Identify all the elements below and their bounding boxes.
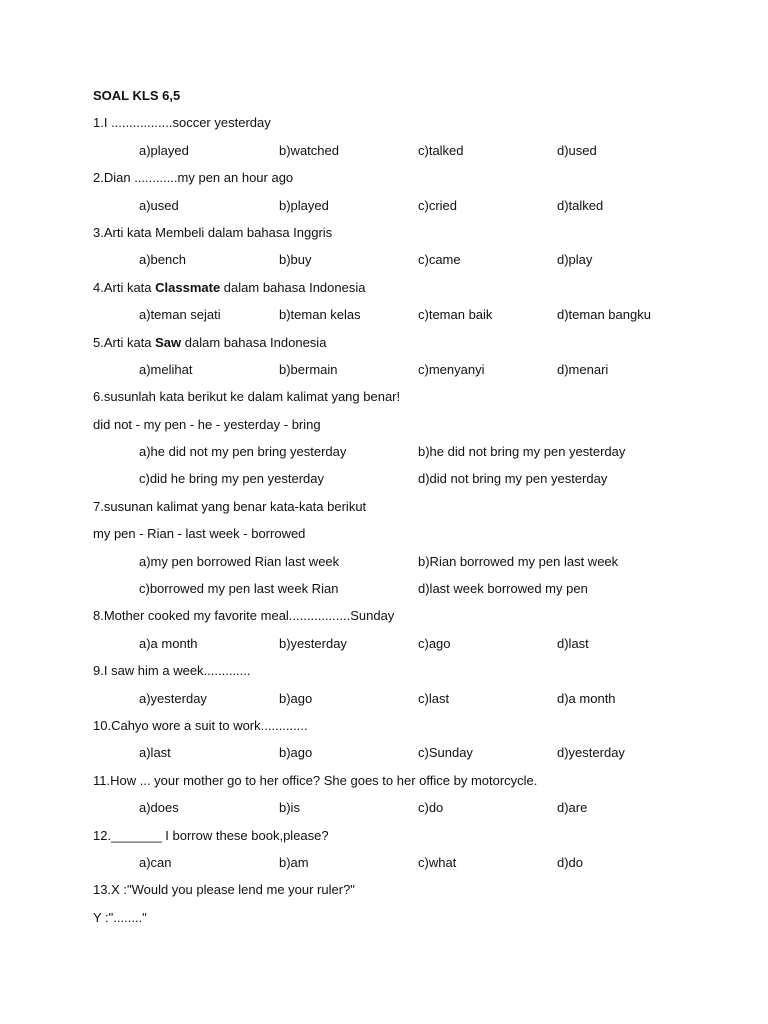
option-d: d)last week borrowed my pen bbox=[418, 581, 588, 597]
options-6-row-2 bbox=[93, 465, 733, 492]
option-c: c)do bbox=[418, 800, 444, 816]
option-c: c)came bbox=[418, 252, 461, 268]
options-2 bbox=[93, 192, 733, 219]
option-b: b)he did not bring my pen yesterday bbox=[418, 444, 626, 460]
option-d: d)teman bangku bbox=[557, 307, 651, 323]
option-c: c)cried bbox=[418, 197, 458, 213]
option-a: a)yesterday bbox=[139, 690, 207, 706]
option-a: a)played bbox=[139, 142, 189, 158]
question-9: 9.I saw him a week............. bbox=[93, 663, 251, 679]
option-c: c)last bbox=[418, 690, 450, 706]
option-d: d)are bbox=[557, 800, 588, 816]
options-8 bbox=[93, 630, 733, 657]
option-d: d)talked bbox=[557, 197, 604, 213]
option-a: a)teman sejati bbox=[139, 307, 221, 323]
page-title: SOAL KLS 6,5 bbox=[93, 88, 181, 103]
options-5 bbox=[93, 356, 733, 383]
option-a: a)he did not my pen bring yesterday bbox=[139, 444, 347, 460]
question-5-keyword: Saw bbox=[155, 334, 182, 350]
option-a: a)last bbox=[139, 745, 171, 761]
option-d: d)a month bbox=[557, 690, 616, 706]
question-5-pre: 5.Arti kata bbox=[93, 334, 156, 350]
option-c: c)Sunday bbox=[418, 745, 473, 761]
question-6: 6.susunlah kata berikut ke dalam kalimat yang benar! bbox=[93, 389, 401, 405]
option-c: c)menyanyi bbox=[418, 361, 485, 377]
option-b: b)Rian borrowed my pen last week bbox=[418, 553, 619, 569]
option-d: d)play bbox=[557, 252, 593, 268]
options-10 bbox=[93, 739, 733, 766]
option-c: c)ago bbox=[418, 635, 451, 651]
question-2: 2.Dian ............my pen an hour ago bbox=[93, 170, 294, 186]
option-b: b)yesterday bbox=[279, 635, 347, 651]
options-12 bbox=[93, 849, 733, 876]
document-page bbox=[93, 82, 733, 931]
question-8: 8.Mother cooked my favorite meal.................Sunday bbox=[93, 608, 395, 624]
option-d: d)used bbox=[557, 142, 597, 158]
question-5 bbox=[93, 329, 733, 356]
question-5-post: dalam bahasa Indonesia bbox=[181, 334, 327, 350]
option-d: d)do bbox=[557, 854, 584, 870]
option-b: b)teman kelas bbox=[279, 307, 361, 323]
option-b: b)is bbox=[279, 800, 300, 816]
question-11: 11.How ... your mother go to her office? She goes to her office by motorcycle. bbox=[93, 772, 538, 788]
options-3 bbox=[93, 246, 733, 273]
question-7: 7.susunan kalimat yang benar kata-kata berikut bbox=[93, 498, 367, 514]
question-3: 3.Arti kata Membeli dalam bahasa Inggris bbox=[93, 224, 333, 240]
question-1: 1.I .................soccer yesterday bbox=[93, 115, 271, 131]
question-6-words: did not - my pen - he - yesterday - bring bbox=[93, 416, 321, 432]
options-1 bbox=[93, 137, 733, 164]
option-b: b)buy bbox=[279, 252, 312, 268]
option-b: b)bermain bbox=[279, 361, 338, 377]
option-c: c)borrowed my pen last week Rian bbox=[139, 581, 339, 597]
question-10: 10.Cahyo wore a suit to work............. bbox=[93, 717, 308, 733]
option-d: d)yesterday bbox=[557, 745, 625, 761]
options-7-row-1 bbox=[93, 548, 733, 575]
question-4 bbox=[93, 274, 733, 301]
option-b: b)played bbox=[279, 197, 329, 213]
question-12: 12._______ I borrow these book,please? bbox=[93, 827, 329, 843]
option-d: d)last bbox=[557, 635, 589, 651]
question-4-pre: 4.Arti kata bbox=[93, 279, 156, 295]
option-b: b)am bbox=[279, 854, 309, 870]
question-4-keyword: Classmate bbox=[155, 279, 221, 295]
option-c: c)what bbox=[418, 854, 457, 870]
options-4 bbox=[93, 301, 733, 328]
option-d: d)did not bring my pen yesterday bbox=[418, 471, 608, 487]
option-a: a)my pen borrowed Rian last week bbox=[139, 553, 340, 569]
option-a: a)can bbox=[139, 854, 172, 870]
option-c: c)teman baik bbox=[418, 307, 493, 323]
options-7-row-2 bbox=[93, 575, 733, 602]
question-13-y: Y :"........" bbox=[93, 909, 147, 925]
question-7-words: my pen - Rian - last week - borrowed bbox=[93, 526, 306, 542]
option-a: a)melihat bbox=[139, 361, 193, 377]
option-b: b)watched bbox=[279, 142, 339, 158]
options-6-row-1 bbox=[93, 438, 733, 465]
option-d: d)menari bbox=[557, 361, 609, 377]
options-9 bbox=[93, 685, 733, 712]
option-a: a)does bbox=[139, 800, 179, 816]
question-13-x: 13.X :"Would you please lend me your ruler?" bbox=[93, 882, 355, 898]
option-a: a)bench bbox=[139, 252, 186, 268]
option-b: b)ago bbox=[279, 690, 313, 706]
option-c: c)talked bbox=[418, 142, 464, 158]
options-11 bbox=[93, 794, 733, 821]
option-c: c)did he bring my pen yesterday bbox=[139, 471, 324, 487]
option-b: b)ago bbox=[279, 745, 313, 761]
question-4-post: dalam bahasa Indonesia bbox=[220, 279, 366, 295]
option-a: a)a month bbox=[139, 635, 198, 651]
option-a: a)used bbox=[139, 197, 179, 213]
